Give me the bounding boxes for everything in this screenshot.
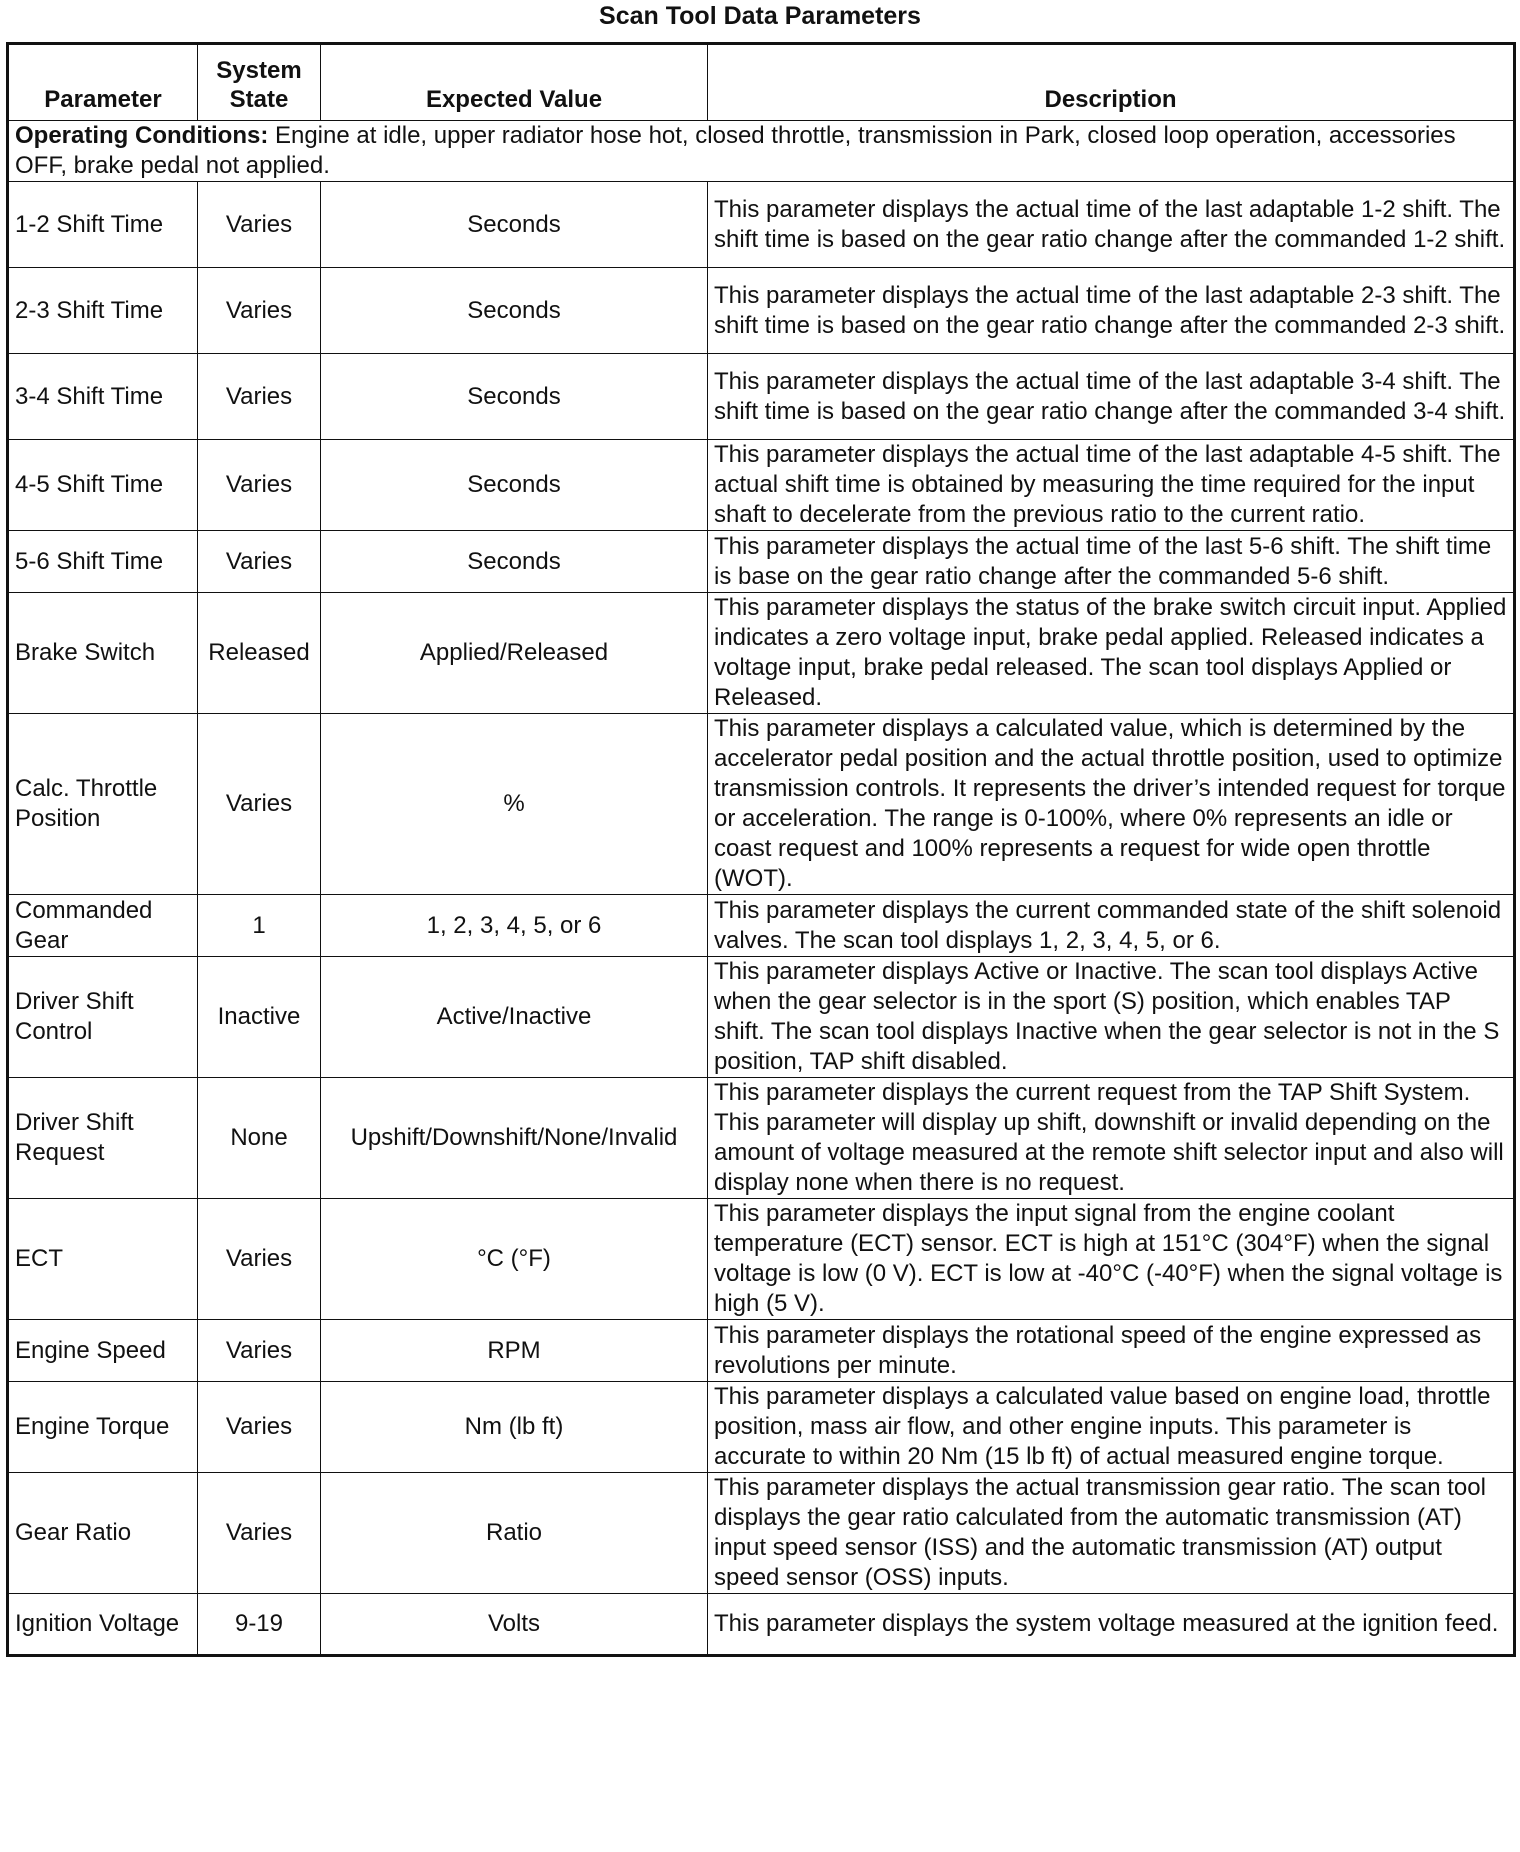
operating-conditions-text: Engine at idle, upper radiator hose hot, closed throttle, transmission in Park, closed loop operation, accessories OFF, brake pedal not applied. (15, 122, 1456, 179)
table-row (8, 1078, 1515, 1199)
expected-value-cell: Nm (lb ft) (321, 1382, 708, 1473)
expected-value-cell: Seconds (321, 268, 708, 354)
expected-value-cell: °C (°F) (321, 1199, 708, 1320)
description-cell: This parameter displays the actual transmission gear ratio. The scan tool displays the gear ratio calculated from the automatic transmission (AT) input speed sensor (ISS) and the automatic transmission (AT) output speed sensor (OSS) inputs. (708, 1473, 1515, 1594)
system-state-cell: Varies (198, 1473, 321, 1594)
expected-value-cell: 1, 2, 3, 4, 5, or 6 (321, 895, 708, 957)
parameter-cell: 5-6 Shift Time (8, 531, 198, 593)
system-state-cell: 1 (198, 895, 321, 957)
operating-conditions-row (8, 121, 1515, 182)
parameter-cell: 4-5 Shift Time (8, 440, 198, 531)
system-state-cell: Inactive (198, 957, 321, 1078)
header-description: Description (708, 44, 1515, 121)
expected-value-cell: Applied/Released (321, 593, 708, 714)
parameter-cell: Engine Torque (8, 1382, 198, 1473)
description-cell: This parameter displays a calculated value, which is determined by the accelerator pedal position and the actual throttle position, used to optimize transmission controls. It represents the driver’s intended request for torque or acceleration. The range is 0-100%, where 0% represents an idle or coast request and 100% represents a request for wide open throttle (WOT). (708, 714, 1515, 895)
expected-value-cell: Volts (321, 1594, 708, 1656)
table-row (8, 1473, 1515, 1594)
parameter-cell: Engine Speed (8, 1320, 198, 1382)
parameter-cell: Commanded Gear (8, 895, 198, 957)
description-cell: This parameter displays the system voltage measured at the ignition feed. (708, 1594, 1515, 1656)
system-state-cell: Varies (198, 182, 321, 268)
description-cell: This parameter displays the actual time of the last adaptable 3-4 shift. The shift time is based on the gear ratio change after the commanded 3-4 shift. (708, 354, 1515, 440)
table-row (8, 1382, 1515, 1473)
parameter-cell: 1-2 Shift Time (8, 182, 198, 268)
table-row (8, 354, 1515, 440)
header-system-state (198, 44, 321, 121)
system-state-cell: Varies (198, 354, 321, 440)
table-row (8, 957, 1515, 1078)
expected-value-cell: Ratio (321, 1473, 708, 1594)
table-row (8, 895, 1515, 957)
parameter-cell: Gear Ratio (8, 1473, 198, 1594)
expected-value-cell: Upshift/Downshift/None/Invalid (321, 1078, 708, 1199)
description-cell: This parameter displays the input signal from the engine coolant temperature (ECT) sensor. ECT is high at 151°C (304°F) when the signal voltage is low (0 V). ECT is low at -40°C (-40°F) when the signal voltage is high (5 V). (708, 1199, 1515, 1320)
expected-value-cell: Active/Inactive (321, 957, 708, 1078)
table-row (8, 531, 1515, 593)
system-state-cell: Varies (198, 440, 321, 531)
system-state-cell: Varies (198, 1320, 321, 1382)
description-cell: This parameter displays the actual time of the last adaptable 4-5 shift. The actual shift time is obtained by measuring the time required for the input shaft to decelerate from the previous ratio to the current ratio. (708, 440, 1515, 531)
parameter-cell: Calc. Throttle Position (8, 714, 198, 895)
table-row (8, 714, 1515, 895)
parameter-cell: Driver Shift Request (8, 1078, 198, 1199)
table-row (8, 268, 1515, 354)
parameter-cell: Ignition Voltage (8, 1594, 198, 1656)
description-cell: This parameter displays a calculated value based on engine load, throttle position, mass air flow, and other engine inputs. This parameter is accurate to within 20 Nm (15 lb ft) of actual measured engine torque. (708, 1382, 1515, 1473)
description-cell: This parameter displays the current request from the TAP Shift System. This parameter will display up shift, downshift or invalid depending on the amount of voltage measured at the remote shift selector input and also will display none when there is no request. (708, 1078, 1515, 1199)
system-state-cell: Released (198, 593, 321, 714)
parameter-cell: ECT (8, 1199, 198, 1320)
expected-value-cell: Seconds (321, 354, 708, 440)
description-cell: This parameter displays the current commanded state of the shift solenoid valves. The scan tool displays 1, 2, 3, 4, 5, or 6. (708, 895, 1515, 957)
expected-value-cell: Seconds (321, 182, 708, 268)
header-system-state-line1: System (216, 57, 302, 84)
description-cell: This parameter displays the actual time of the last adaptable 1-2 shift. The shift time is based on the gear ratio change after the commanded 1-2 shift. (708, 182, 1515, 268)
description-cell: This parameter displays the status of the brake switch circuit input. Applied indicates a zero voltage input, brake pedal applied. Released indicates a voltage input, brake pedal released. The scan tool displays Applied or Released. (708, 593, 1515, 714)
system-state-cell: Varies (198, 268, 321, 354)
description-cell: This parameter displays Active or Inactive. The scan tool displays Active when the gear selector is in the sport (S) position, which enables TAP shift. The scan tool displays Inactive when the gear selector is not in the S position, TAP shift disabled. (708, 957, 1515, 1078)
description-cell: This parameter displays the actual time of the last adaptable 2-3 shift. The shift time is based on the gear ratio change after the commanded 2-3 shift. (708, 268, 1515, 354)
parameter-cell: Brake Switch (8, 593, 198, 714)
table-row (8, 1594, 1515, 1656)
table-row (8, 1320, 1515, 1382)
system-state-cell: None (198, 1078, 321, 1199)
scan-tool-parameters-table (6, 42, 1516, 1657)
parameter-cell: 3-4 Shift Time (8, 354, 198, 440)
expected-value-cell: Seconds (321, 531, 708, 593)
header-expected-value: Expected Value (321, 44, 708, 121)
page-title: Scan Tool Data Parameters (599, 2, 921, 30)
expected-value-cell: Seconds (321, 440, 708, 531)
description-cell: This parameter displays the actual time of the last 5-6 shift. The shift time is base on the gear ratio change after the commanded 5-6 shift. (708, 531, 1515, 593)
table-row (8, 182, 1515, 268)
operating-conditions (8, 121, 1515, 182)
expected-value-cell: % (321, 714, 708, 895)
parameter-cell: Driver Shift Control (8, 957, 198, 1078)
description-cell: This parameter displays the rotational speed of the engine expressed as revolutions per minute. (708, 1320, 1515, 1382)
expected-value-cell: RPM (321, 1320, 708, 1382)
operating-conditions-label: Operating Conditions: (15, 122, 269, 149)
header-system-state-line2: State (229, 86, 289, 113)
system-state-cell: Varies (198, 714, 321, 895)
system-state-cell: Varies (198, 531, 321, 593)
table-row (8, 1199, 1515, 1320)
system-state-cell: Varies (198, 1382, 321, 1473)
parameter-cell: 2-3 Shift Time (8, 268, 198, 354)
system-state-cell: Varies (198, 1199, 321, 1320)
header-parameter: Parameter (8, 44, 198, 121)
header-row (8, 44, 1515, 121)
table-row (8, 593, 1515, 714)
table-row (8, 440, 1515, 531)
system-state-cell: 9-19 (198, 1594, 321, 1656)
